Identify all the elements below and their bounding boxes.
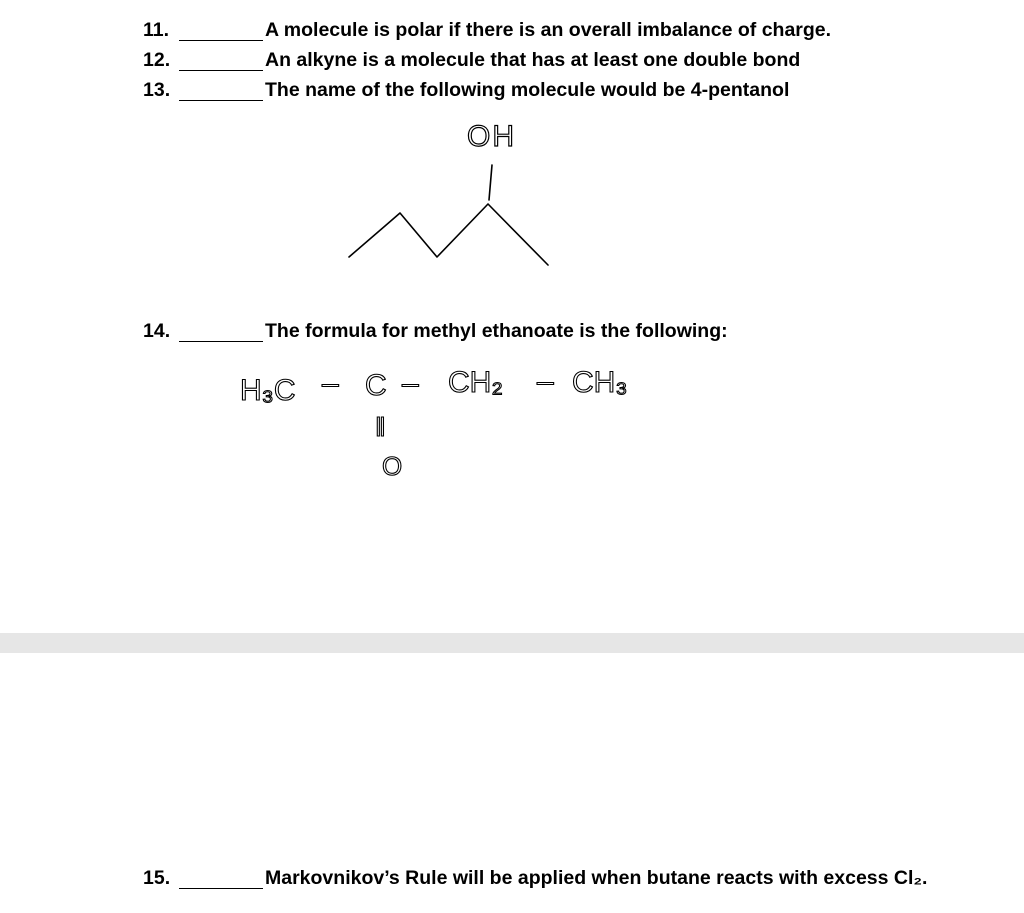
- methylene-group: CH₂: [448, 366, 503, 399]
- question-11: [143, 19, 831, 41]
- bond-dash: –: [402, 367, 419, 400]
- methyl-group-right: CH₃: [572, 366, 628, 399]
- answer-blank[interactable]: [179, 51, 263, 71]
- question-number: 13.: [143, 79, 171, 101]
- question-number: 14.: [143, 320, 171, 342]
- methyl-group-left: H₃C: [240, 374, 296, 407]
- question-13: [143, 79, 789, 101]
- question-number: 15.: [143, 867, 171, 889]
- answer-blank[interactable]: [179, 81, 263, 101]
- answer-blank[interactable]: [179, 21, 263, 41]
- page-break-divider: [0, 633, 1024, 653]
- question-number: 11.: [143, 19, 170, 41]
- bond-dash: –: [322, 367, 339, 400]
- answer-blank[interactable]: [179, 322, 263, 342]
- bond-dash: –: [537, 365, 554, 398]
- hydroxyl-label: OH: [467, 120, 516, 153]
- carbonyl-oxygen: O: [382, 451, 403, 481]
- question-text: The formula for methyl ethanoate is the following:: [265, 320, 728, 342]
- question-number: 12.: [143, 49, 171, 71]
- question-15: [143, 867, 927, 889]
- question-14: [143, 320, 728, 342]
- hydroxyl-bond: [489, 165, 492, 200]
- carbonyl-carbon: C: [365, 369, 387, 402]
- question-12: [143, 49, 800, 71]
- double-bond: ‖: [375, 412, 386, 442]
- question-text: The name of the following molecule would be 4-pentanol: [265, 79, 790, 101]
- question-text: An alkyne is a molecule that has at least one double bond: [265, 49, 801, 71]
- question-text: Markovnikov’s Rule will be applied when butane reacts with excess Cl₂.: [265, 867, 928, 889]
- question-text: A molecule is polar if there is an overall imbalance of charge.: [265, 19, 832, 41]
- carbon-chain: [349, 204, 548, 265]
- answer-blank[interactable]: [179, 869, 263, 889]
